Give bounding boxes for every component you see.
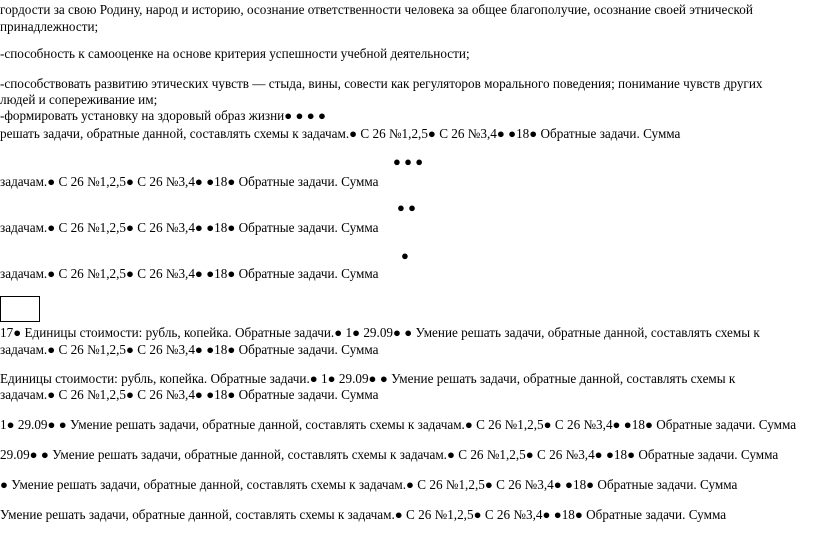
text-line-11: 17● Единицы стоимости: рубль, копейка. Обратные задачи.● 1● 29.09● ● Умение решать задачи, обратные данной, составлять схемы к <box>0 325 760 340</box>
bullet-marks-2: ● ● <box>397 200 416 215</box>
bullet-marks-1: ● ● ● <box>393 154 424 169</box>
text-line-9: задачам.● С 26 №1,2,5● С 26 №3,4● ●18● Обратные задачи. Сумма <box>0 220 379 235</box>
empty-box <box>0 296 40 322</box>
bullet-marks-3: ● <box>401 248 409 263</box>
text-line-14: задачам.● С 26 №1,2,5● С 26 №3,4● ●18● Обратные задачи. Сумма <box>0 387 379 402</box>
text-line-17: ● Умение решать задачи, обратные данной, составлять схемы к задачам.● С 26 №1,2,5● С 26 №3,4● ●18● Обратные задачи. Сумма <box>0 477 738 492</box>
text-line-12: задачам.● С 26 №1,2,5● С 26 №3,4● ●18● Обратные задачи. Сумма <box>0 342 379 357</box>
text-line-3: -способность к самооценке на основе критерия успешности учебной деятельности; <box>0 46 470 61</box>
text-line-4: -способствовать развитию этических чувств — стыда, вины, совести как регуляторов морального поведения; понимание чувств других <box>0 76 763 91</box>
text-line-8: задачам.● С 26 №1,2,5● С 26 №3,4● ●18● Обратные задачи. Сумма <box>0 174 379 189</box>
text-line-6: -формировать установку на здоровый образ жизни● ● ● ● <box>0 108 326 123</box>
text-line-2: принадлежности; <box>0 19 99 34</box>
text-line-10: задачам.● С 26 №1,2,5● С 26 №3,4● ●18● Обратные задачи. Сумма <box>0 266 379 281</box>
text-line-5: людей и сопереживание им; <box>0 92 158 107</box>
text-line-13: Единицы стоимости: рубль, копейка. Обратные задачи.● 1● 29.09● ● Умение решать задачи, обратные данной, составлять схемы к <box>0 371 736 386</box>
text-line-18: Умение решать задачи, обратные данной, составлять схемы к задачам.● С 26 №1,2,5● С 26 №3,4● ●18● Обратные задачи. Сумма <box>0 507 727 522</box>
text-line-1: гордости за свою Родину, народ и историю, осознание ответственности человека за общее благополучие, осознание своей этнической <box>0 2 753 17</box>
text-line-7: решать задачи, обратные данной, составлять схемы к задачам.● С 26 №1,2,5● С 26 №3,4● ●18● Обратные задачи. Сумма <box>0 126 681 141</box>
text-line-15: 1● 29.09● ● Умение решать задачи, обратные данной, составлять схемы к задачам.● С 26 №1,2,5● С 26 №3,4● ●18● Обратные задачи. Сумма <box>0 417 797 432</box>
text-line-16: 29.09● ● Умение решать задачи, обратные данной, составлять схемы к задачам.● С 26 №1,2,5● С 26 №3,4● ●18● Обратные задачи. Сумма <box>0 447 779 462</box>
